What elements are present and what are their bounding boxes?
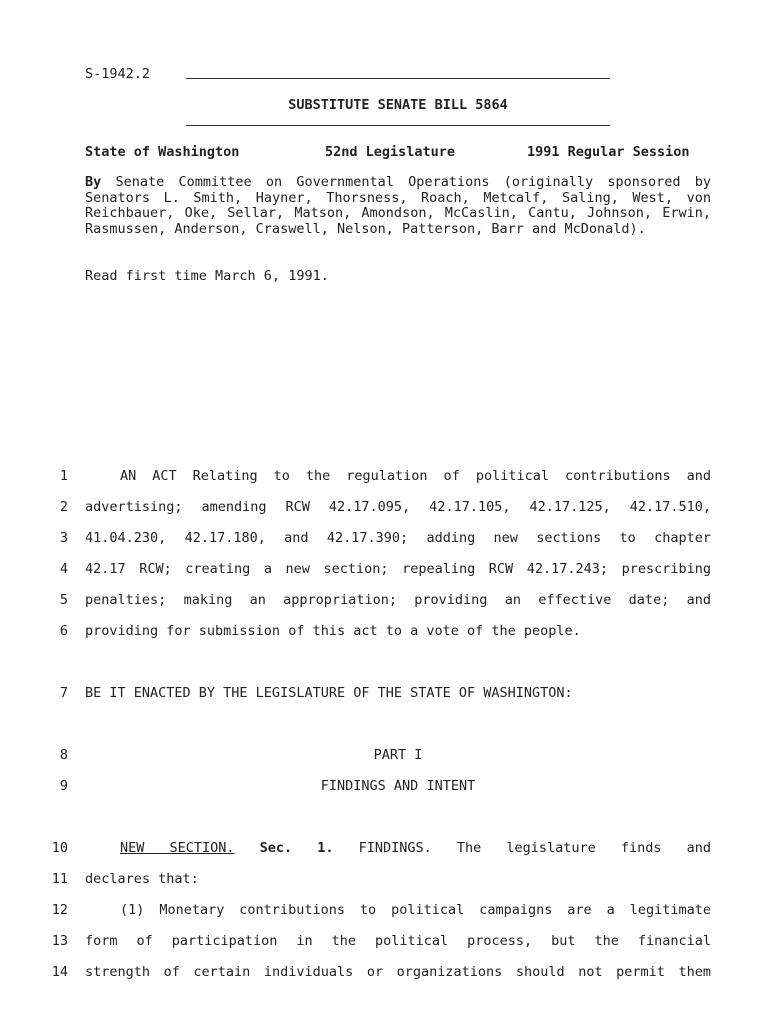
line-number: 8 (59, 747, 68, 763)
line-number: 7 (59, 685, 68, 701)
act-title-line: 42.17 RCW; creating a new section; repealing RCW 42.17.243; prescribing (85, 561, 711, 577)
header-rule-top (186, 78, 610, 79)
enacting-clause: BE IT ENACTED BY THE LEGISLATURE OF THE STATE OF WASHINGTON: (85, 685, 573, 701)
read-first-time: Read first time March 6, 1991. (85, 268, 329, 284)
act-title-line: 41.04.230, 42.17.180, and 42.17.390; adding new sections to chapter (85, 530, 711, 546)
line-number: 14 (51, 964, 68, 980)
section-number: Sec. 1. (259, 840, 334, 856)
body-line: form of participation in the political process, but the financial (85, 933, 711, 949)
line-number: 6 (59, 623, 68, 639)
body-line: declares that: (85, 871, 199, 887)
line-number: 12 (51, 902, 68, 918)
sponsors-paragraph (85, 175, 711, 237)
line-number: 11 (51, 871, 68, 887)
body-line: strength of certain individuals or organizations should not permit them (85, 964, 711, 980)
state-name: State of Washington (85, 144, 240, 160)
line-number: 10 (51, 840, 68, 856)
part-title: FINDINGS AND INTENT (320, 778, 476, 794)
act-title-line: advertising; amending RCW 42.17.095, 42.17.105, 42.17.125, 42.17.510, (85, 499, 711, 515)
section-1-heading-line (85, 840, 711, 856)
section-heading-text: FINDINGS. The legislature finds and (358, 840, 711, 856)
line-number: 4 (59, 561, 68, 577)
act-title-line: penalties; making an appropriation; providing an effective date; and (85, 592, 711, 608)
bill-title: SUBSTITUTE SENATE BILL 5864 (288, 97, 508, 113)
line-number: 3 (59, 530, 68, 546)
line-number: 13 (51, 933, 68, 949)
part-heading: PART I (373, 747, 423, 763)
line-number: 2 (59, 499, 68, 515)
line-number: 5 (59, 592, 68, 608)
act-title-line: providing for submission of this act to a vote of the people. (85, 623, 581, 639)
sponsors-text: Senate Committee on Governmental Operations (originally sponsored by Senators L. Smith, Hayner, Thorsness, Roach, Metcalf, Saling, West, von Reichbauer, Oke, Sellar, Matson, Amondson, McCaslin, Cantu, Johnson, Erwin, Rasmussen, Anderson, Craswell, Nelson, Patterson, Barr and McDonald). (85, 174, 711, 237)
legislature-number: 52nd Legislature (325, 144, 456, 160)
line-number: 9 (59, 778, 68, 794)
line-number: 1 (59, 468, 68, 484)
session-name: 1991 Regular Session (527, 144, 690, 160)
new-section-label: NEW SECTION. (120, 840, 235, 856)
act-title-line: AN ACT Relating to the regulation of political contributions and (120, 468, 711, 484)
by-label: By (85, 174, 102, 190)
body-line: (1) Monetary contributions to political campaigns are a legitimate (120, 902, 711, 918)
document-id: S-1942.2 (85, 66, 151, 82)
header-rule-bottom (186, 125, 610, 126)
